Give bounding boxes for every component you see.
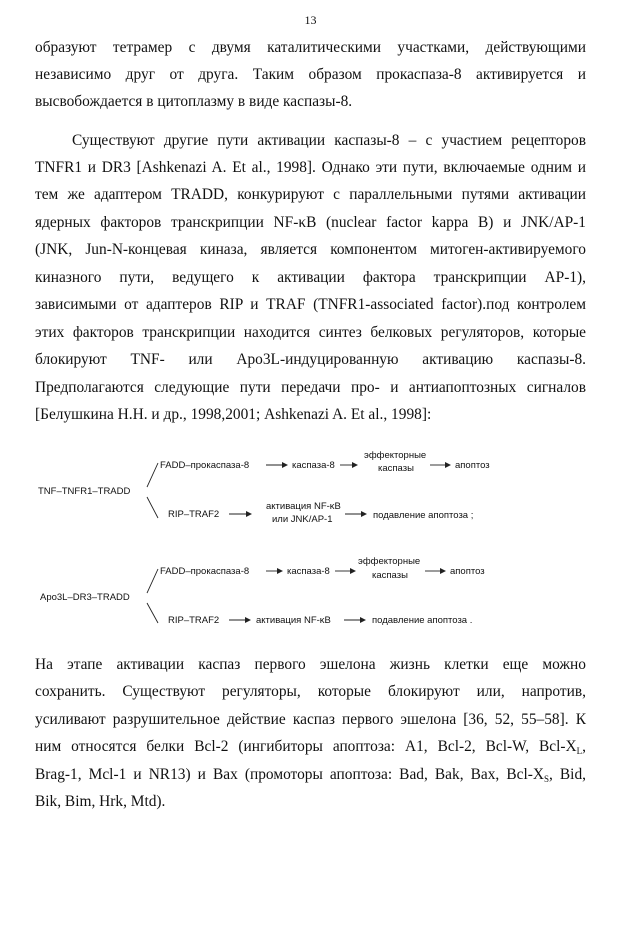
text-line: Bik, Bim, Hrk, Mtd).: [35, 793, 166, 810]
text-segment: , Bid,: [548, 766, 587, 783]
text-line: зависимыми от адаптеров RIP и TRAF (TNFR1-associated factor).под контролем: [35, 296, 586, 313]
text-line: усиливают разрушительное действие каспаз первого эшелона [36, 52, 55–58]. К: [35, 711, 586, 728]
text-line: На этапе активации каспаз первого эшелона жизнь клетки еще можно: [35, 656, 586, 673]
text-line: (JNK, Jun-N-концевая киназа, является компонентом митоген-активируемого: [35, 241, 586, 258]
text-line: тем же адаптером TRADD, конкурируют с параллельными путями активации: [35, 186, 586, 203]
diagram-node-apoptosis: апоптоз: [450, 566, 485, 577]
diagram-node-rip-traf2: RIP–TRAF2: [168, 615, 220, 626]
pathway-diagram-tnfr1: [0, 445, 621, 535]
text-line: TNFR1 и DR3 [Ashkenazi A. Et al., 1998]. Однако эти пути, включаемые одним и: [35, 159, 586, 176]
diagram-node-effector-caspases: эффекторные: [364, 450, 427, 461]
diagram-node-apoptosis-suppression: подавление апоптоза .: [372, 615, 473, 626]
text-line: киназного пути, ведущего к активации фактора транскрипции AP-1),: [35, 269, 586, 286]
text-line: [Белушкина Н.Н. и др., 1998,2001; Ashkenazi A. Et al., 1998]:: [35, 406, 432, 423]
text-line: Предполагаются следующие пути передачи про- и антиапоптозных сигналов: [35, 379, 586, 396]
diagram-root-label: TNF–TNFR1–TRADD: [38, 486, 131, 497]
diagram-node-nfkb-activation: активация NF-κB: [266, 501, 341, 512]
text-line: независимо друг от друга. Таким образом прокаспаза-8 активируется и: [35, 66, 586, 83]
text-segment: Brag-1, Mcl-1 и NR13) и Bax (промоторы апоптоза: Bad, Bak, Bax, Bcl-X: [35, 766, 544, 783]
diagram-node-apoptosis: апоптоз: [455, 460, 490, 471]
text-line: Существуют другие пути активации каспазы-8 – с участием рецепторов: [72, 132, 586, 149]
text-line: образуют тетрамер с двумя каталитическими участками, действующими: [35, 39, 586, 56]
arrowhead: [245, 617, 251, 623]
text-line: блокируют TNF- или Apo3L-индуцированную активацию каспазы-8.: [35, 351, 586, 368]
text-line: ядерных факторов транскрипции NF-κB (nuclear factor kappa B) и JNK/AP-1: [35, 214, 586, 231]
subscript: S: [543, 774, 549, 784]
arrowhead: [282, 462, 288, 468]
pathway-diagram-dr3: [0, 557, 621, 637]
diagram-node-fadd-procaspase: FADD–прокаспаза-8: [160, 566, 250, 577]
text-line: [35, 765, 586, 785]
branch-line-lower: [147, 603, 158, 623]
diagram-node-effector-caspases: каспазы: [372, 570, 408, 581]
diagram-node-rip-traf2: RIP–TRAF2: [168, 509, 220, 520]
diagram-node-caspase-8: каспаза-8: [292, 460, 335, 471]
text-line: высвобождается в цитоплазму в виде каспазы-8.: [35, 93, 353, 110]
diagram-node-effector-caspases: каспазы: [378, 463, 414, 474]
diagram-node-fadd-procaspase: FADD–прокаспаза-8: [160, 460, 250, 471]
diagram-root-label: Apo3L–DR3–TRADD: [40, 592, 130, 603]
text-segment: ним относятся белки Bcl-2 (ингибиторы апоптоза: A1, Bcl-2, Bcl-W, Bcl-X: [35, 738, 577, 755]
diagram-node-nfkb-activation: или JNK/AP-1: [272, 514, 333, 525]
text-segment: ,: [582, 738, 586, 755]
arrowhead: [352, 462, 358, 468]
text-line: этих факторов транскрипции находится синтез белковых регуляторов, которые: [35, 324, 586, 341]
arrowhead: [360, 617, 366, 623]
arrowhead: [350, 568, 356, 574]
subscript: L: [576, 746, 583, 756]
arrowhead: [440, 568, 446, 574]
diagram-node-nfkb-activation: активация NF-κB: [256, 615, 331, 626]
arrowhead: [246, 511, 252, 517]
diagram-node-effector-caspases: эффекторные: [358, 556, 421, 567]
arrowhead: [445, 462, 451, 468]
arrowhead: [361, 511, 367, 517]
diagram-node-apoptosis-suppression: подавление апоптоза ;: [373, 510, 474, 521]
text-line: сохранить. Существуют регуляторы, которые блокируют или, напротив,: [35, 683, 586, 700]
branch-line-upper: [147, 463, 158, 487]
branch-line-lower: [147, 497, 158, 518]
arrowhead: [277, 568, 283, 574]
branch-line-upper: [147, 569, 158, 593]
diagram-node-caspase-8: каспаза-8: [287, 566, 330, 577]
page-number: 13: [304, 13, 317, 27]
text-line: [35, 737, 586, 757]
